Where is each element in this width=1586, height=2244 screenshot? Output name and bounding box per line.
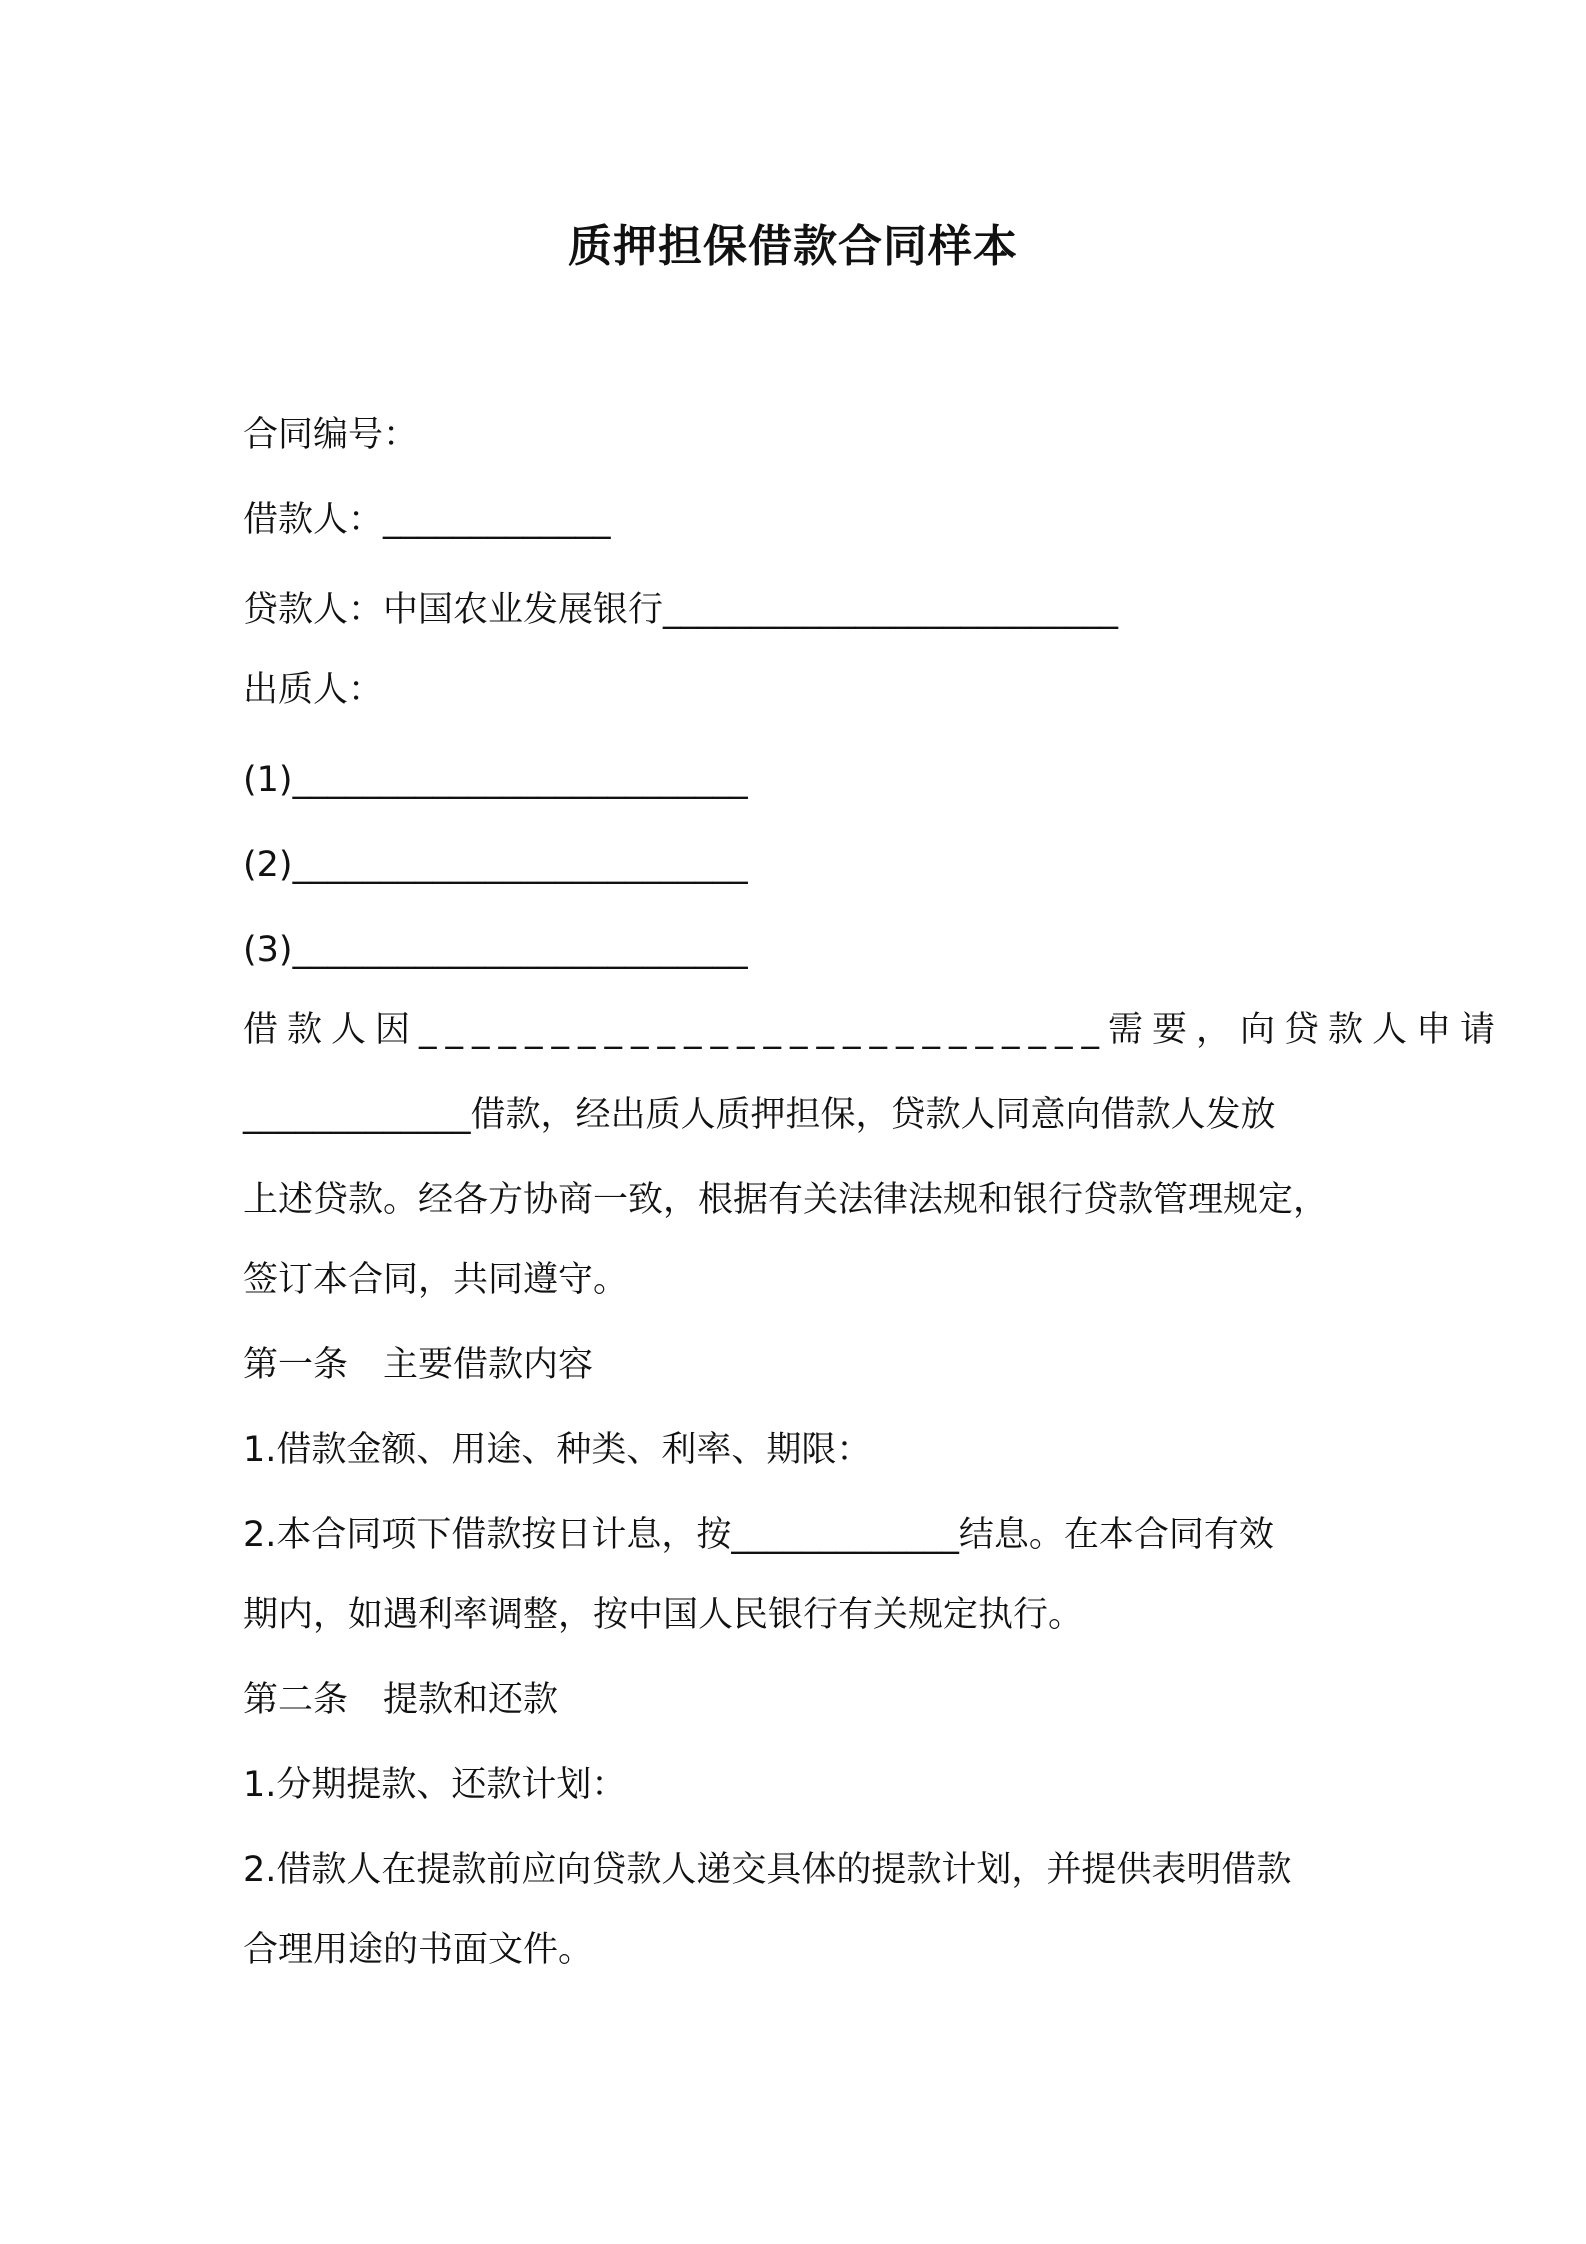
article-1-item-1: 1.借款金额、用途、种类、利率、期限： xyxy=(243,1430,872,1470)
borrower-line: 借款人：_____________ xyxy=(243,500,611,540)
intro-paragraph-line-2: _____________借款，经出质人质押担保，贷款人同意向借款人发放 xyxy=(243,1095,1276,1135)
pledgor-3-line: (3)__________________________ xyxy=(243,930,748,970)
lender-line: 贷款人：中国农业发展银行__________________________ xyxy=(243,590,1119,630)
article-1-item-2-line-1: 2.本合同项下借款按日计息，按_____________结息。在本合同有效 xyxy=(243,1515,1274,1555)
article-2-item-2-line-1: 2.借款人在提款前应向贷款人递交具体的提款计划，并提供表明借款 xyxy=(243,1850,1292,1890)
article-1-item-2-line-2: 期内，如遇利率调整，按中国人民银行有关规定执行。 xyxy=(243,1595,1084,1635)
pledgor-1-line: (1)__________________________ xyxy=(243,760,748,800)
article-1-heading: 第一条 主要借款内容 xyxy=(243,1345,594,1385)
article-2-item-1: 1.分期提款、还款计划： xyxy=(243,1765,627,1805)
article-2-item-2-line-2: 合理用途的书面文件。 xyxy=(243,1930,594,1970)
intro-paragraph-line-1: 借款人因__________________________需要，向贷款人申请 xyxy=(243,1010,1505,1050)
contract-number-line: 合同编号： xyxy=(243,415,419,455)
pledgor-2-line: (2)__________________________ xyxy=(243,845,748,885)
intro-paragraph-line-4: 签订本合同，共同遵守。 xyxy=(243,1260,629,1300)
pledgor-label: 出质人： xyxy=(243,670,384,710)
article-2-heading: 第二条 提款和还款 xyxy=(243,1680,559,1720)
document-title: 质押担保借款合同样本 xyxy=(568,221,1018,272)
intro-paragraph-line-3: 上述贷款。经各方协商一致，根据有关法律法规和银行贷款管理规定， xyxy=(243,1180,1329,1220)
